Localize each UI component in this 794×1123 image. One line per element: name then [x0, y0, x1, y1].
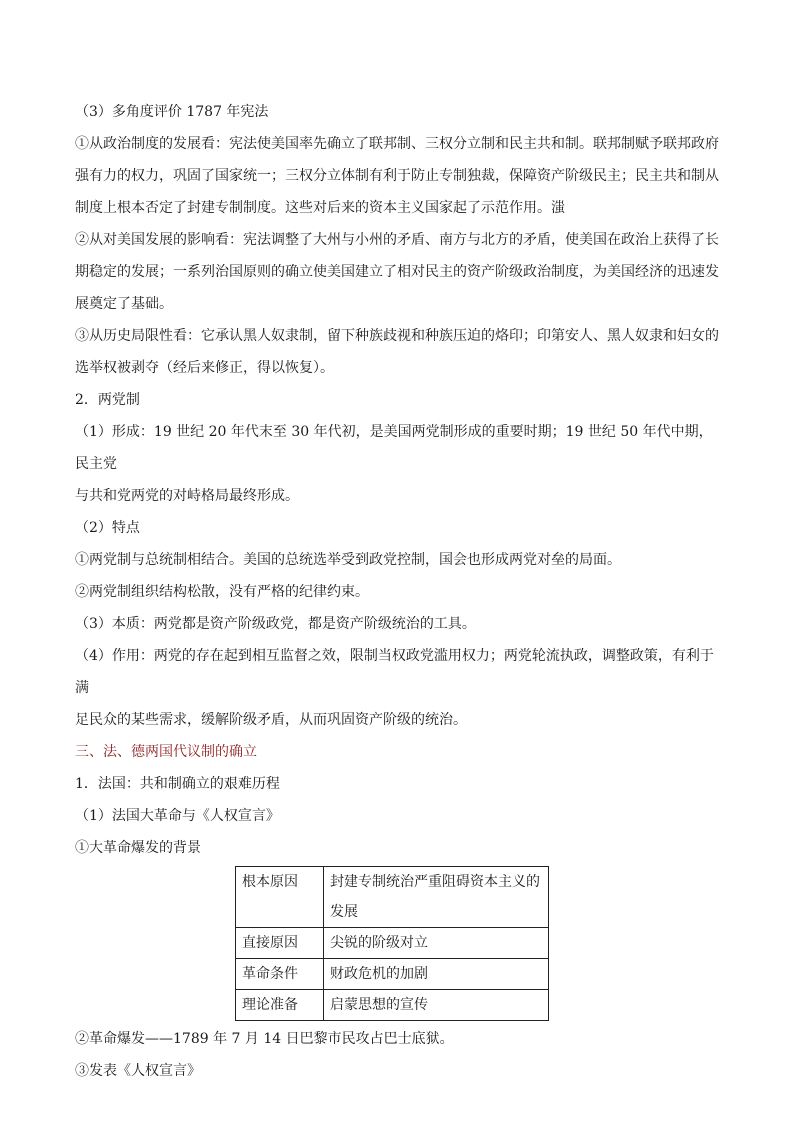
table-cell-value: 尖锐的阶级对立 [324, 928, 549, 959]
section-subheading: （3）多角度评价 1787 年宪法 [75, 104, 269, 120]
table-cell-value-line: 发展 [330, 904, 358, 920]
paragraph-line: 选举权被剥夺（经后来修正，得以恢复）。 [75, 360, 334, 376]
paragraph-line: ②从对美国发展的影响看：宪法调整了大州与小州的矛盾、南方与北方的矛盾，使美国在政治上获得了长 [75, 232, 719, 248]
revolution-background-table [235, 866, 549, 1021]
table-cell-value-line: 封建专制统治严重阻碍资本主义的 [330, 874, 540, 890]
section-heading: 三、法、德两国代议制的确立 [75, 744, 257, 760]
paragraph-line: （1）形成：19 世纪 20 年代末至 30 年代初，是美国两党制形成的重要时期；19 世纪 50 年代中期，民主党 [75, 424, 713, 472]
table-cell-key: 革命条件 [236, 959, 324, 990]
paragraph-line: （4）作用：两党的存在起到相互监督之效，限制当权政党滥用权力；两党轮流执政，调整政策，有利于满 [75, 648, 714, 696]
paragraph-line: 制度上根本否定了封建专制制度。这些对后来的资本主义国家起了示范作用。滍 [75, 200, 565, 216]
paragraph-line: ①从政治制度的发展看：宪法使美国率先确立了联邦制、三权分立制和民主共和制。联邦制赋予联邦政府 [75, 136, 719, 152]
table-row [236, 867, 549, 928]
paragraph-line: ②革命爆发——1789 年 7 月 14 日巴黎市民攻占巴士底狱。 [75, 1031, 454, 1047]
table-cell-value: 启蒙思想的宣传 [324, 990, 549, 1021]
paragraph-line: 足民众的某些需求，缓解阶级矛盾，从而巩固资产阶级的统治。 [75, 712, 467, 728]
paragraph-line: ①两党制与总统制相结合。美国的总统选举受到政党控制，国会也形成两党对垒的局面。 [75, 552, 621, 568]
document-body [75, 96, 725, 1087]
table-cell-key: 直接原因 [236, 928, 324, 959]
paragraph-line: ③从历史局限性看：它承认黑人奴隶制，留下种族歧视和种族压迫的烙印；印第安人、黑人奴隶和妇女的 [75, 328, 719, 344]
table-row [236, 959, 549, 990]
paragraph-line: 期稳定的发展；一系列治国原则的确立使美国建立了相对民主的资产阶级政治制度，为美国经济的迅速发 [75, 264, 719, 280]
section-subheading: （1）法国大革命与《人权宣言》 [75, 808, 280, 824]
section-subheading: （2）特点 [75, 520, 140, 536]
table-row [236, 928, 549, 959]
table-cell-value [324, 867, 549, 928]
paragraph-line: ①大革命爆发的背景 [75, 840, 201, 856]
paragraph-line: ③发表《人权宣言》 [75, 1063, 201, 1079]
table-cell-value: 财政危机的加剧 [324, 959, 549, 990]
table-cell-key: 理论准备 [236, 990, 324, 1021]
section-subheading: 2．两党制 [75, 392, 140, 408]
table-cell-key: 根本原因 [236, 867, 324, 928]
paragraph-line: 强有力的权力，巩固了国家统一；三权分立体制有利于防止专制独裁，保障资产阶级民主；民主共和制从 [75, 168, 719, 184]
paragraph-line: ②两党制组织结构松散，没有严格的纪律约束。 [75, 584, 369, 600]
paragraph-line: 展奠定了基础。 [75, 296, 173, 312]
section-subheading: 1．法国：共和制确立的艰难历程 [75, 776, 280, 792]
paragraph-line: （3）本质：两党都是资产阶级政党，都是资产阶级统治的工具。 [75, 616, 476, 632]
table-row [236, 990, 549, 1021]
paragraph-line: 与共和党两党的对峙格局最终形成。 [75, 488, 299, 504]
